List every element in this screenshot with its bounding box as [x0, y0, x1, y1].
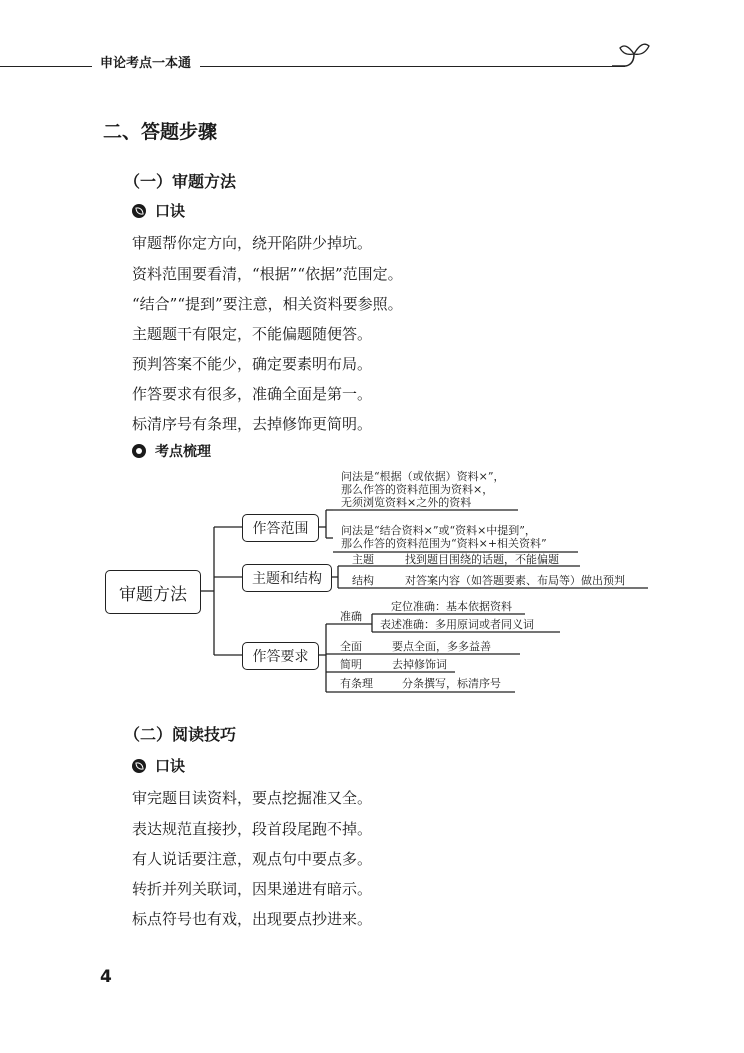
accuracy-sub: 定位准确：基本依据资料	[391, 600, 512, 613]
mnemonic-label: 口诀	[155, 757, 186, 775]
scope-note-line: 问法是“结合资料×”或“资料×中提到”，	[341, 524, 536, 537]
verse-line: 作答要求有很多，准确全面是第一。	[132, 385, 373, 403]
orderly-value: 分条撰写，标清序号	[402, 677, 501, 690]
leaf-icon	[132, 759, 146, 773]
part2-title: （二）阅读技巧	[124, 725, 237, 744]
structure-value: 对答案内容（如答题要素、布局等）做出预判	[405, 574, 625, 587]
page-number: 4	[100, 967, 112, 987]
review-label: 考点梳理	[155, 444, 211, 460]
orderly-key: 有条理	[340, 677, 373, 690]
branch-node-requirements: 作答要求	[242, 642, 319, 670]
concise-key: 简明	[340, 658, 362, 671]
verse-line: 表达规范直接抄，段首段尾跑不掉。	[132, 820, 373, 838]
root-node: 审题方法	[105, 570, 201, 614]
verse-line: 主题题干有限定，不能偏题随便答。	[132, 325, 373, 343]
part2-mnemonic-heading	[132, 755, 185, 776]
scope-note-line: 问法是“根据（或依据）资料×”，	[341, 470, 505, 483]
verse-line: 审完题目读资料，要点挖掘准又全。	[132, 789, 373, 807]
scope-note-line: 那么作答的资料范围为资料×，	[341, 483, 494, 496]
scope-note-line: 那么作答的资料范围为“资料×+相关资料”	[341, 537, 547, 550]
completeness-value: 要点全面，多多益善	[392, 640, 491, 653]
accuracy-key: 准确	[340, 610, 362, 623]
verse-line: 资料范围要看清，“根据”“依据”范围定。	[132, 265, 403, 283]
branch-node-theme: 主题和结构	[242, 564, 332, 592]
theme-key: 主题	[352, 553, 374, 566]
verse-line: 审题帮你定方向，绕开陷阱少掉坑。	[132, 234, 373, 252]
part1-title: （一）审题方法	[124, 172, 237, 191]
verse-line: 有人说话要注意，观点句中要点多。	[132, 850, 373, 868]
book-title: 申论考点一本通	[100, 56, 192, 71]
section-title: 二、答题步骤	[103, 121, 218, 143]
completeness-key: 全面	[340, 640, 362, 653]
theme-value: 找到题目围绕的话题，不能偏题	[405, 553, 559, 566]
verse-line: 预判答案不能少，确定要素明布局。	[132, 355, 373, 373]
mnemonic-label: 口诀	[155, 202, 186, 220]
verse-line: 转折并列关联词，因果递进有暗示。	[132, 880, 373, 898]
structure-key: 结构	[352, 574, 374, 587]
branch-node-scope: 作答范围	[242, 514, 319, 542]
concise-value: 去掉修饰词	[392, 658, 447, 671]
verse-line: 标清序号有条理，去掉修饰更简明。	[132, 415, 373, 433]
scope-note-line: 无须浏览资料×之外的资料	[341, 496, 472, 509]
accuracy-sub: 表述准确：多用原词或者同义词	[380, 618, 534, 631]
verse-line: “结合”“提到”要注意，相关资料要参照。	[132, 295, 403, 313]
verse-line: 标点符号也有戏，出现要点抄进来。	[132, 910, 373, 928]
